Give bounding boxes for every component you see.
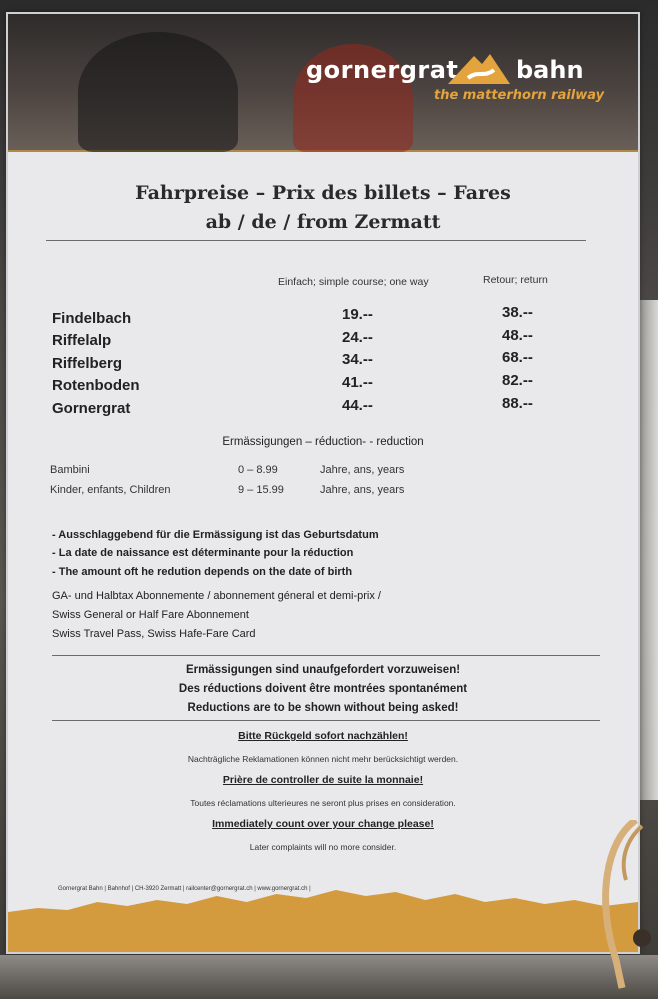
brand-tagline: the matterhorn railway	[434, 88, 605, 103]
column-header-one-way: Einfach; simple course; one way	[278, 276, 429, 288]
show-notice: Ermässigungen sind unaufgefordert vorzuweisen!	[185, 664, 461, 676]
divider	[46, 240, 586, 241]
brand-logo	[306, 48, 616, 118]
fare-one-way: 24.--	[342, 329, 373, 346]
pass-note: GA- und Halbtax Abonnemente / abonnement géneral et demi-prix /	[52, 590, 381, 602]
footer-contact: Gornergrat Bahn | Bahnhof | CH-3920 Zermatt | railcenter@gornergrat.ch | www.gornergrat.ch |	[58, 886, 311, 892]
reduction-range: 0 – 8.99	[238, 464, 278, 476]
fare-station: Gornergrat	[52, 400, 131, 417]
change-heading: Prière de controller de suite la monnaie!	[222, 774, 424, 786]
fare-one-way: 19.--	[342, 306, 373, 323]
fare-station: Rotenboden	[52, 377, 140, 394]
divider	[52, 655, 600, 656]
column-header-return: Retour; return	[483, 274, 548, 286]
birth-note: - Ausschlaggebend für die Ermässigung ist das Geburtsdatum	[52, 529, 379, 541]
fare-station: Riffelalp	[52, 332, 112, 349]
fare-station: Findelbach	[52, 310, 132, 327]
reflection-person	[78, 32, 238, 152]
mountain-silhouette-icon	[8, 882, 638, 952]
fare-one-way: 41.--	[342, 374, 373, 391]
reduction-range: 9 – 15.99	[238, 484, 284, 496]
divider	[52, 720, 600, 721]
shelf	[0, 955, 658, 999]
birth-note: - The amount oft he redution depends on the date of birth	[52, 566, 353, 578]
fare-one-way: 44.--	[342, 397, 373, 414]
reduction-unit: Jahre, ans, years	[320, 464, 405, 476]
wicker-hook-icon	[596, 820, 652, 990]
reduction-label: Bambini	[50, 464, 90, 476]
reductions-heading: Ermässigungen – réduction- - reduction	[222, 436, 424, 448]
pass-note: Swiss Travel Pass, Swiss Hafe-Fare Card	[52, 628, 256, 640]
change-heading: Bitte Rückgeld sofort nachzählen!	[238, 730, 408, 742]
reduction-label: Kinder, enfants, Children	[50, 484, 171, 496]
fare-return: 82.--	[502, 372, 533, 389]
page-subtitle: ab / de / from Zermatt	[205, 211, 441, 233]
fare-return: 68.--	[502, 349, 533, 366]
change-detail: Nachträgliche Reklamationen können nicht mehr berücksichtigt werden.	[187, 754, 459, 764]
fare-one-way: 34.--	[342, 351, 373, 368]
sign-header	[8, 14, 638, 152]
change-detail: Toutes réclamations ulterieures ne seront plus prises en consideration.	[190, 798, 456, 808]
show-notice: Reductions are to be shown without being asked!	[187, 702, 459, 714]
fare-return: 88.--	[502, 395, 533, 412]
brand-name-part2: bahn	[516, 56, 584, 84]
change-heading: Immediately count over your change please!	[212, 818, 434, 830]
page-title: Fahrpreise – Prix des billets – Fares	[135, 182, 511, 204]
pass-note: Swiss General or Half Fare Abonnement	[52, 609, 249, 621]
fare-station: Riffelberg	[52, 355, 123, 372]
brand-name-part1: gornergrat	[306, 56, 459, 84]
fare-sign	[6, 12, 640, 954]
fare-return: 38.--	[502, 304, 533, 321]
change-detail: Later complaints will no more consider.	[249, 842, 397, 852]
reduction-unit: Jahre, ans, years	[320, 484, 405, 496]
mountain-logo-icon	[444, 48, 514, 88]
show-notice: Des réductions doivent être montrées spontanément	[178, 683, 468, 695]
fare-return: 48.--	[502, 327, 533, 344]
birth-note: - La date de naissance est déterminante pour la réduction	[52, 547, 354, 559]
